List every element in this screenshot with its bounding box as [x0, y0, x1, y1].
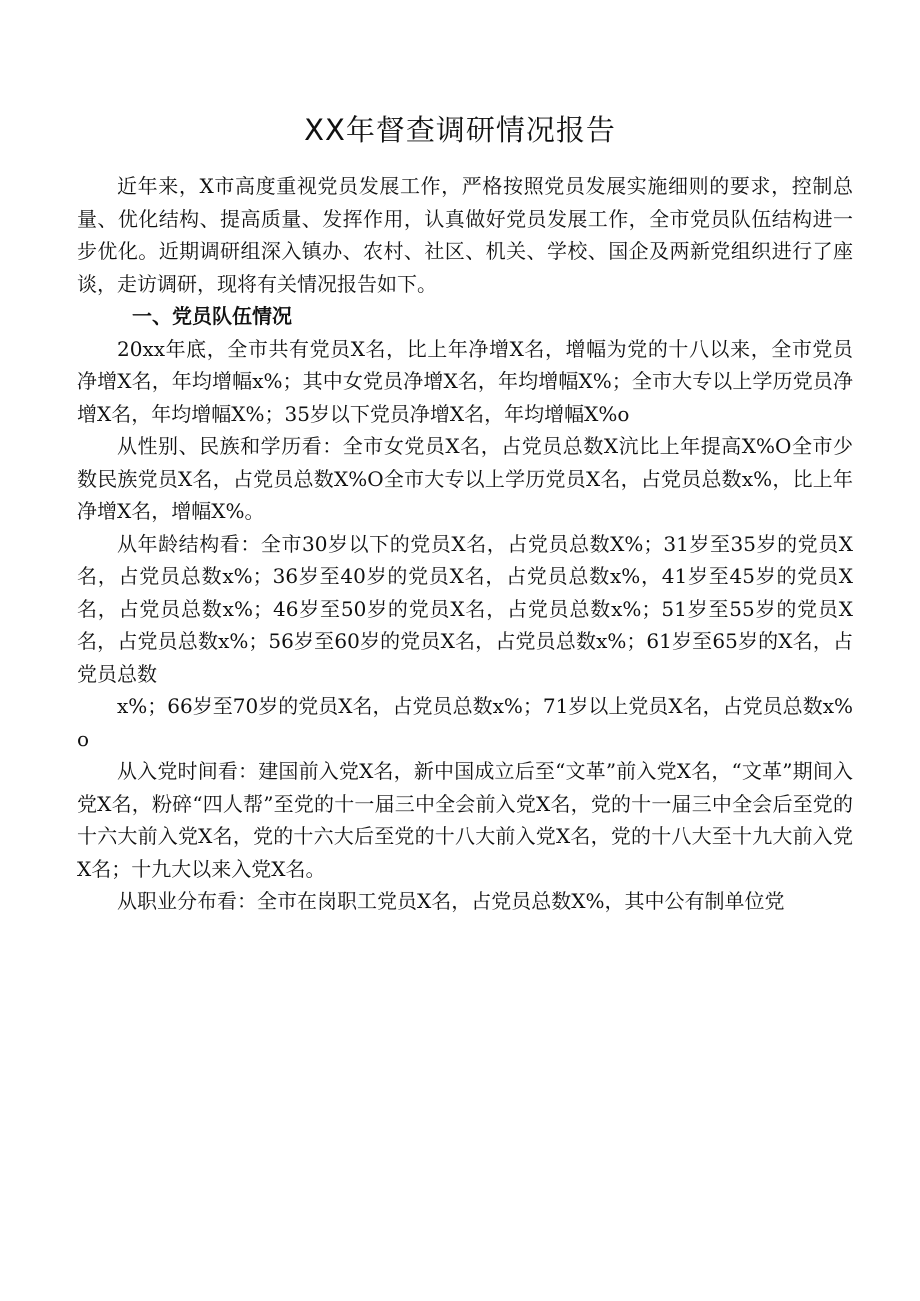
intro-paragraph: 近年来，X市高度重视党员发展工作，严格按照党员发展实施细则的要求，控制总量、优化结构、提高质量、发挥作用，认真做好党员发展工作，全市党员队伍结构进一步优化。近期调研组深入镇办、农村、社区、机关、学校、国企及两新党组织进行了座谈，走访调研，现将有关情况报告如下。 — [77, 174, 853, 296]
paragraph-occupation: 从职业分布看：全市在岗职工党员X名，占党员总数X%，其中公有制单位党 — [117, 889, 785, 913]
document-title: XX年督查调研情况报告 — [304, 113, 616, 147]
section-heading-party-members: 一、党员队伍情况 — [132, 304, 292, 328]
paragraph-growth: 20xx年底，全市共有党员X名，比上年净增X名，增幅为党的十八以来，全市党员净增X名，年均增幅x%；其中女党员净增X名，年均增幅X%；全市大专以上学历党员净增X名，年均增幅X%；35岁以下党员净增X名，年均增幅X%o — [77, 336, 853, 426]
paragraph-age-structure-continued: x%；66岁至70岁的党员X名，占党员总数x%；71岁以上党员X名，占党员总数x%o — [77, 694, 853, 751]
paragraph-joining-time: 从入党时间看：建国前入党X名，新中国成立后至“文革”前入党X名，“文革”期间入党X名，粉碎“四人帮”至党的十一届三中全会前入党X名，党的十一届三中全会后至党的十六大前入党X名，党的十六大后至党的十八大前入党X名，党的十八大至十九大前入党X名；十九大以来入党X名。 — [77, 759, 853, 881]
paragraph-age-structure: 从年龄结构看：全市30岁以下的党员X名，占党员总数X%；31岁至35岁的党员X名，占党员总数x%；36岁至40岁的党员X名，占党员总数x%，41岁至45岁的党员X名，占党员总数x%；46岁至50岁的党员X名，占党员总数x%；51岁至55岁的党员X名，占党员总数x%；56岁至60岁的党员X名，占党员总数x%；61岁至65岁的X名，占党员总数 — [77, 531, 853, 686]
paragraph-gender-ethnicity-education: 从性别、民族和学历看：全市女党员X名，占党员总数X沆比上年提高X%O全市少数民族党员X名，占党员总数X%O全市大专以上学历党员X名，占党员总数x%，比上年净增X名，增幅X%。 — [77, 434, 853, 523]
document-body — [77, 170, 853, 918]
